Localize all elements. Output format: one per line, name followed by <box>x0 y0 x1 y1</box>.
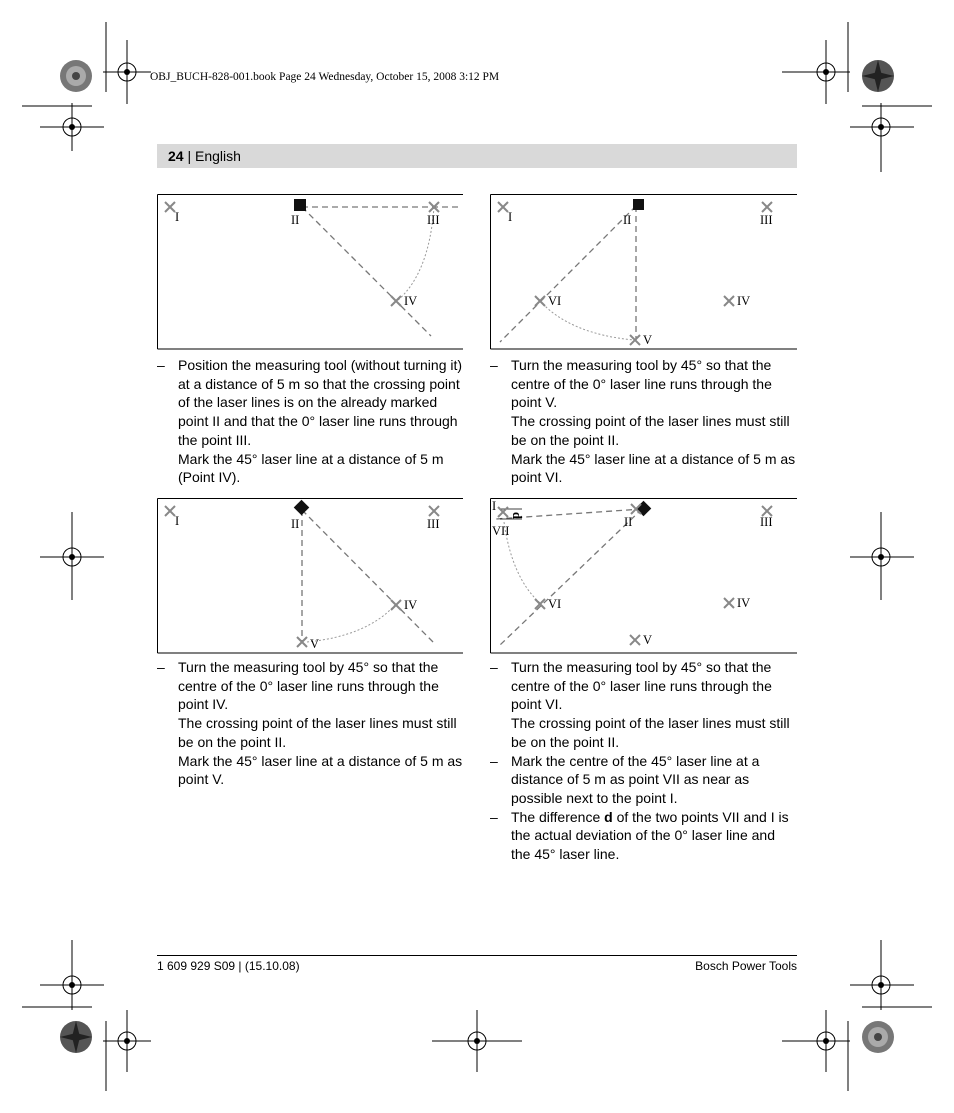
footer-document-number: 1 609 929 S09 | (15.10.08) <box>157 959 300 973</box>
label-point-II: II <box>623 213 632 227</box>
footer-brand: Bosch Power Tools <box>695 959 797 973</box>
label-point-I: I <box>175 210 180 224</box>
label-point-III: III <box>427 517 440 531</box>
measuring-tool-icon <box>294 500 310 516</box>
label-point-IV: IV <box>737 596 751 610</box>
label-point-II: II <box>291 517 300 531</box>
label-point-IV: IV <box>737 294 751 308</box>
label-point-III: III <box>760 515 773 529</box>
label-point-II: II <box>291 213 300 227</box>
label-point-V: V <box>643 633 653 647</box>
print-header: OBJ_BUCH-828-001.book Page 24 Wednesday, October 15, 2008 3:12 PM <box>150 71 500 83</box>
instruction-step-3 <box>157 658 465 789</box>
instruction-step-4 <box>490 658 798 864</box>
list-item: – Mark the centre of the 45° laser line at a distance of 5 m as point VII as near as possible next to the point I. <box>490 752 760 806</box>
figure-step-2 <box>490 194 797 350</box>
measuring-tool-icon <box>636 501 652 517</box>
label-point-IV: IV <box>404 598 418 612</box>
label-point-I: I <box>508 210 513 224</box>
list-item: – Turn the measuring tool by 45° so that the centre of the 0° laser line runs through the point VI. The crossing point of the laser lines must still be on the point II. <box>490 659 790 750</box>
instruction-step-1 <box>157 356 465 487</box>
title-separator: | <box>183 148 195 164</box>
list-item: – The difference d of the two points VII and I is the actual deviation of the 0° laser line and the 45° laser line. <box>490 808 789 863</box>
measuring-tool-icon <box>294 199 306 211</box>
list-item: – Position the measuring tool (without turning it) at a distance of 5 m so that the crossing point of the laser lines is on the already marked point II and that the 0° laser line runs through the point III. Mark the 45° laser line at a distance of 5 m (Point IV). <box>157 357 463 486</box>
page-number: 24 <box>168 148 184 164</box>
label-point-I: I <box>492 499 497 513</box>
figure-step-3 <box>157 498 463 654</box>
label-point-VI: VI <box>548 294 562 308</box>
list-item: – Turn the measuring tool by 45° so that the centre of the 0° laser line runs through the point V. The crossing point of the laser lines must still be on the point II. Mark the 45° laser line at a distance of 5 m as point VI. <box>490 357 796 486</box>
label-point-IV: IV <box>404 294 418 308</box>
figure-step-1 <box>157 194 463 350</box>
measuring-tool-icon <box>633 199 644 210</box>
label-point-III: III <box>427 213 440 227</box>
label-point-II: II <box>624 515 633 529</box>
label-point-VI: VI <box>548 597 562 611</box>
label-point-I: I <box>175 514 180 528</box>
page-language: English <box>195 148 241 164</box>
list-item: – Turn the measuring tool by 45° so that the centre of the 0° laser line runs through the point IV. The crossing point of the laser lines must still be on the point II. Mark the 45° laser line at a distance of 5 m as point V. <box>157 659 463 788</box>
page-title-bar <box>157 144 797 168</box>
label-deviation-d: d <box>510 512 524 519</box>
label-point-III: III <box>760 213 773 227</box>
label-point-VII: VII <box>492 524 510 538</box>
label-point-V: V <box>310 637 320 651</box>
figure-step-4 <box>490 498 797 654</box>
footer-divider <box>157 955 797 956</box>
label-point-V: V <box>643 333 653 347</box>
instruction-step-2 <box>490 356 798 487</box>
